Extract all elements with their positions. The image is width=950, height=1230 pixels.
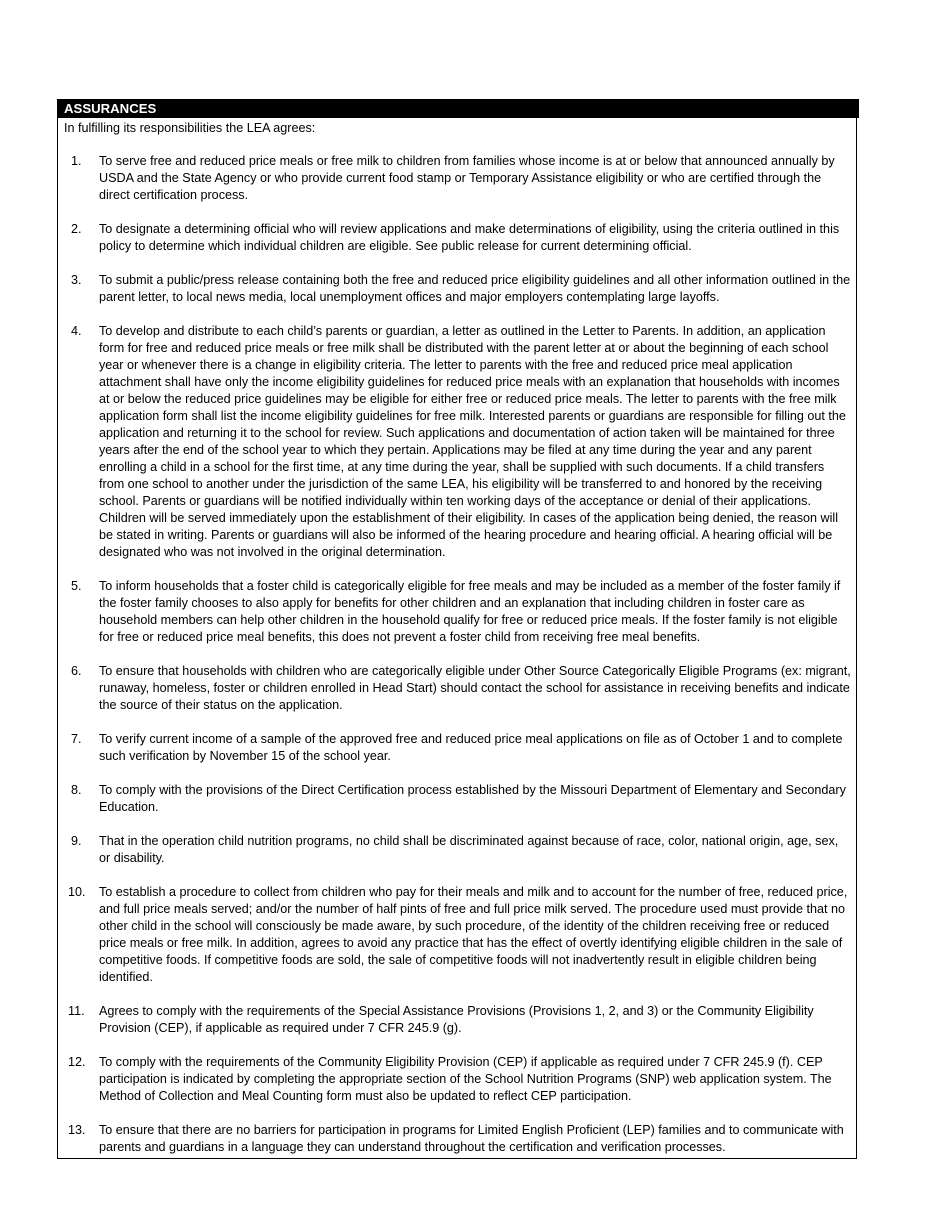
item-text: Agrees to comply with the requirements of the Special Assistance Provisions (Provisions 1, 2, and 3) or the Community Eligibility Provision (CEP), if applicable as required under 7 CFR 245.9 (g). [99, 1004, 814, 1035]
item-number: 11. [68, 1004, 85, 1018]
item-text: To verify current income of a sample of the approved free and reduced price meal applications on file as of October 1 and to complete such verification by November 15 of the school year. [99, 732, 843, 763]
list-item [57, 663, 857, 714]
item-number: 4. [71, 324, 82, 338]
item-text: To ensure that there are no barriers for participation in programs for Limited English Proficient (LEP) families and to communicate with parents and guardians in a language they can understand throughout the certification and verification processes. [99, 1123, 844, 1154]
item-number: 13. [68, 1123, 86, 1137]
item-text: To inform households that a foster child is categorically eligible for free meals and may be included as a member of the foster family if the foster family chooses to also apply for benefits for other children and an explanation that including children in foster care as household members can help other children in the household qualify for free or reduced price meals. If the foster family is not eligible for free or reduced price meal benefits, this does not prevent a foster child from receiving free meal benefits. [99, 579, 841, 644]
item-text: To submit a public/press release containing both the free and reduced price eligibility guidelines and all other information outlined in the parent letter, to local news media, local unemployment offices and major employers contemplating large layoffs. [99, 273, 851, 304]
item-text: That in the operation child nutrition programs, no child shall be discriminated against because of race, color, national origin, age, sex, or disability. [99, 834, 839, 865]
list-item [57, 782, 857, 816]
section-intro: In fulfilling its responsibilities the LEA agrees: [64, 121, 316, 135]
list-item [57, 323, 857, 561]
item-text: To comply with the provisions of the Direct Certification process established by the Missouri Department of Elementary and Secondary Education. [99, 783, 846, 814]
item-number: 10. [68, 885, 86, 899]
list-item [57, 1003, 857, 1037]
list-item [57, 272, 857, 306]
list-item [57, 884, 857, 986]
item-number: 7. [71, 732, 82, 746]
item-number: 8. [71, 783, 82, 797]
item-number: 2. [71, 222, 82, 236]
list-item [57, 578, 857, 646]
item-text: To comply with the requirements of the Community Eligibility Provision (CEP) if applicable as required under 7 CFR 245.9 (f). CEP participation is indicated by completing the appropriate section of the School Nutrition Programs (SNP) web application system. The Method of Collection and Meal Counting form must also be updated to reflect CEP participation. [99, 1055, 832, 1103]
item-text: To ensure that households with children who are categorically eligible under Other Source Categorically Eligible Programs (ex: migrant, runaway, homeless, foster or children enrolled in Head Start) should contact the school for assistance in receiving benefits and indicate the source of their status on the application. [99, 664, 851, 712]
item-number: 3. [71, 273, 82, 287]
item-text: To develop and distribute to each child’s parents or guardian, a letter as outlined in the Letter to Parents. In addition, an application form for free and reduced price meals or free milk shall be distributed with the parent letter at or about the beginning of each school year or whenever there is a change in eligibility criteria. The letter to parents with the free and reduced price meal application attachment shall have only the income eligibility guidelines for reduced price meals with an explanation that households with incomes at or below the reduced price guidelines may be eligible for either free or reduced price meals. The letter to parents with the free milk application form shall list the income eligibility guidelines for free milk. Interested parents or guardians are responsible for filling out the application and returning it to the school for review. Such applications and documentation of action taken will be maintained for three years after the end of the school year to which they pertain. Applications may be filed at any time during the year and any parent enrolling a child in a school for the first time, at any time during the year, shall be supplied with such documents. If a child transfers from one school to another under the jurisdiction of the same LEA, his eligibility will be transferred to and honored by the receiving school. Parents or guardians will be notified individually within ten working days of the acceptance or denial of their applications. Children will be served immediately upon the establishment of their eligibility. In cases of the application being denied, the reason will be stated in writing. Parents or guardians will also be informed of the hearing procedure and hearing official. A hearing official will be designated who was not involved in the original determination. [99, 324, 846, 559]
item-text: To serve free and reduced price meals or free milk to children from families whose income is at or below that announced annually by USDA and the State Agency or who provide current food stamp or Temporary Assistance eligibility or who are certified through the direct certification process. [99, 154, 835, 202]
list-item [57, 153, 857, 204]
section-title: ASSURANCES [57, 99, 859, 118]
list-item [57, 731, 857, 765]
item-number: 5. [71, 579, 82, 593]
list-item [57, 221, 857, 255]
item-text: To establish a procedure to collect from children who pay for their meals and milk and to account for the number of free, reduced price, and full price meals served; and/or the number of half pints of free and full price milk served. The procedure used must provide that no other child in the school will consciously be made aware, by such procedure, of the identity of the children receiving free or reduced price meals or free milk. In addition, agrees to avoid any practice that has the effect of overtly identifying eligible children in the sale of competitive foods. If competitive foods are sold, the sale of competitive foods will not inadvertently result in eligible children being identified. [99, 885, 848, 984]
item-text: To designate a determining official who will review applications and make determinations of eligibility, using the criteria outlined in this policy to determine which individual children are eligible. See public release for current determining official. [99, 222, 840, 253]
item-number: 12. [68, 1055, 86, 1069]
assurances-list [57, 153, 857, 1173]
item-number: 6. [71, 664, 82, 678]
item-number: 9. [71, 834, 82, 848]
list-item [57, 833, 857, 867]
list-item [57, 1122, 857, 1156]
item-number: 1. [71, 154, 82, 168]
list-item [57, 1054, 857, 1105]
